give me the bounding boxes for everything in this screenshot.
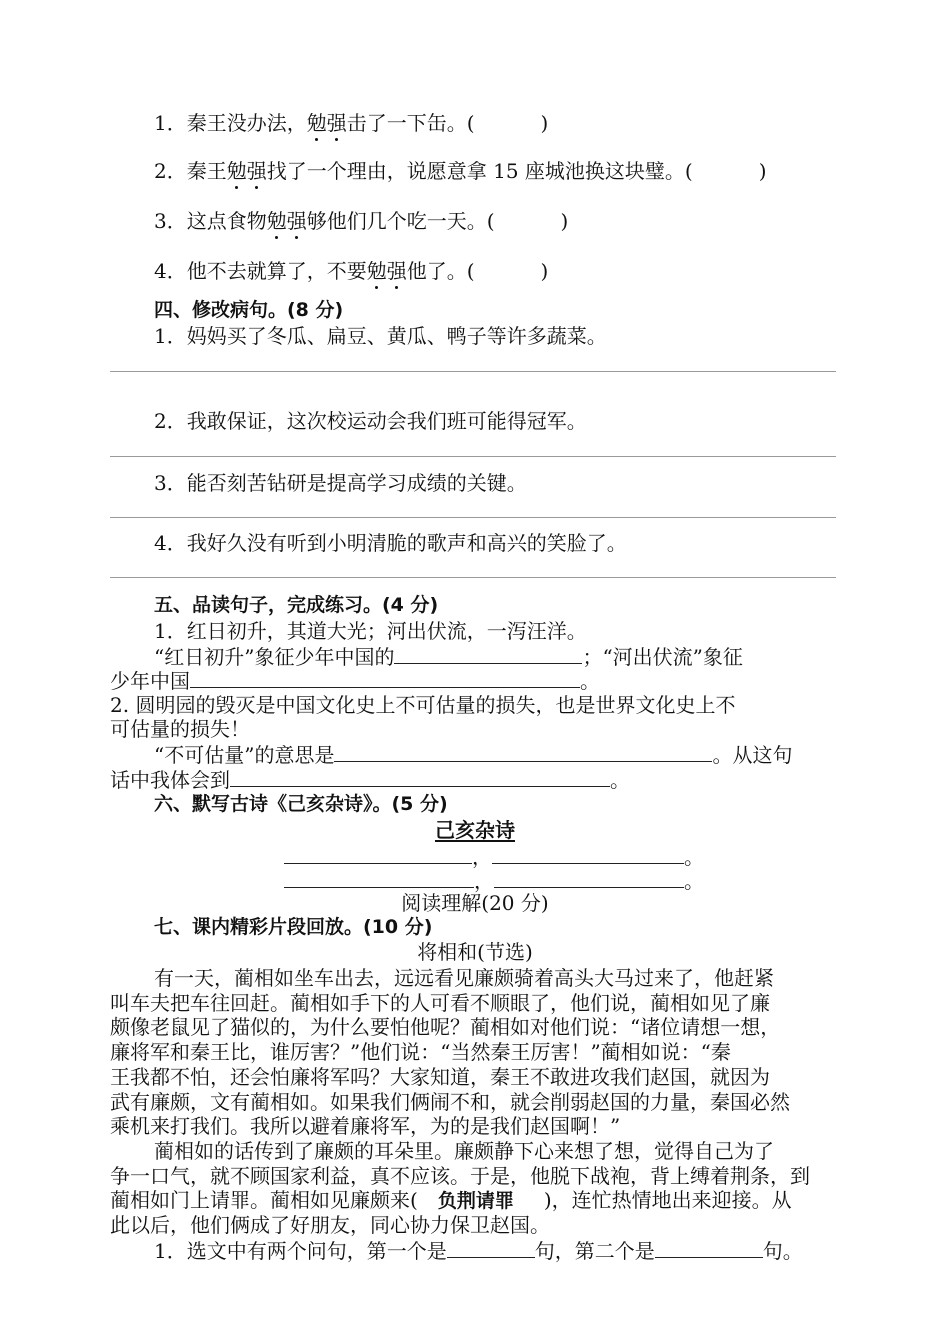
sec5-q2-prompt <box>154 741 792 768</box>
passage-text: )，连忙热情地出来迎接。从 <box>543 1188 792 1212</box>
punct: 。 <box>684 845 704 869</box>
passage-text: 蔺相如门上请罪。蔺相如见廉颇来( <box>110 1188 418 1212</box>
poem-blank[interactable] <box>494 867 684 888</box>
poem-title: 己亥杂诗 <box>435 818 515 842</box>
passage-line: 叫车夫把车往回赶。蔺相如手下的人可看不顺眼了，他们说，蔺相如见了廉 <box>110 991 770 1015</box>
item-text: 这点食物 <box>186 209 267 233</box>
sec7-q1 <box>154 1237 803 1264</box>
dotted-char: 强 <box>386 259 407 283</box>
poem-blank[interactable] <box>492 843 684 864</box>
item-text: 找了一个理由，说愿意拿 15 座城池换这块璧。( <box>266 159 693 183</box>
dotted-char: 勉 <box>306 111 327 135</box>
sec5-q1-prompt-cont <box>110 667 600 694</box>
filled-answer: 负荆请罪 <box>437 1190 514 1212</box>
item-text: 击了一下缶。( <box>346 111 475 135</box>
prompt-text: 句，第二个是 <box>534 1239 655 1263</box>
poem-blank[interactable] <box>284 867 474 888</box>
punct: ， <box>472 845 492 869</box>
answer-blank[interactable] <box>190 667 580 688</box>
sec4-title: 四、修改病句。(8 分) <box>154 299 344 321</box>
item-number: 1． <box>154 111 187 135</box>
paren-close: ) <box>758 159 767 183</box>
sec6-title: 六、默写古诗《己亥杂诗》。(5 分) <box>154 793 448 815</box>
poem-blank[interactable] <box>284 843 472 864</box>
sec4-item-1: 1．妈妈买了冬瓜、扁豆、黄瓜、鸭子等许多蔬菜。 <box>154 324 607 348</box>
dotted-char: 勉 <box>266 209 287 233</box>
prompt-text: 。从这句 <box>712 743 793 767</box>
dotted-char: 勉 <box>366 259 387 283</box>
answer-blank[interactable] <box>230 766 610 787</box>
item-text: 他了。( <box>406 259 475 283</box>
item-number: 2． <box>154 159 187 183</box>
sec3-item-1 <box>154 110 548 136</box>
item-number: 4． <box>154 259 187 283</box>
sec4-item-3: 3．能否刻苦钻研是提高学习成绩的关键。 <box>154 471 527 495</box>
passage-line: 争一口气，就不顾国家利益，真不应该。于是，他脱下战袍，背上缚着荆条，到 <box>110 1164 810 1188</box>
passage-line: 颇像老鼠见了猫似的，为什么要怕他呢？蔺相如对他们说：“诸位请想一想， <box>110 1015 781 1039</box>
item-text: 够他们几个吃一天。( <box>306 209 495 233</box>
prompt-text: 少年中国 <box>110 669 190 693</box>
dotted-char: 强 <box>326 111 347 135</box>
passage-line: 王我都不怕，还会怕廉将军吗？大家知道，秦王不敢进攻我们赵国，就因为 <box>110 1065 770 1089</box>
passage-title: 将相和(节选) <box>417 940 533 964</box>
sec4-item-4: 4．我好久没有听到小明清脆的歌声和高兴的笑脸了。 <box>154 531 627 555</box>
paren-close: ) <box>540 111 549 135</box>
passage-line: 廉将军和秦王比，谁厉害？”他们说：“当然秦王厉害！”蔺相如说：“秦 <box>110 1040 731 1064</box>
prompt-text: 1．选文中有两个问句，第一个是 <box>154 1239 447 1263</box>
sec5-title: 五、品读句子，完成练习。(4 分) <box>154 594 439 616</box>
answer-blank[interactable] <box>394 643 582 664</box>
answer-blank[interactable] <box>334 741 712 762</box>
prompt-text: 句。 <box>762 1239 803 1263</box>
sec4-item-2: 2．我敢保证，这次校运动会我们班可能得冠军。 <box>154 409 587 433</box>
item-number: 3． <box>154 209 187 233</box>
punct: ， <box>474 869 494 893</box>
answer-line[interactable] <box>110 577 836 578</box>
sec3-item-4 <box>154 258 548 284</box>
prompt-text: 。 <box>610 768 630 792</box>
passage-line: 蔺相如的话传到了廉颇的耳朵里。廉颇静下心来想了想，觉得自己为了 <box>154 1139 774 1163</box>
prompt-text: “红日初升”象征少年中国的 <box>154 645 395 669</box>
prompt-text: ；“河出伏流”象征 <box>582 645 743 669</box>
paren-close: ) <box>560 209 569 233</box>
passage-line: 此以后，他们俩成了好朋友，同心协力保卫赵国。 <box>110 1213 550 1237</box>
punct: 。 <box>684 869 704 893</box>
prompt-text: 。 <box>580 669 600 693</box>
prompt-text: “不可估量”的意思是 <box>154 743 335 767</box>
dotted-char: 强 <box>286 209 307 233</box>
answer-line[interactable] <box>110 517 836 518</box>
dotted-char: 勉 <box>226 159 247 183</box>
sec5-q1-prompt <box>154 643 743 670</box>
item-text: 秦王 <box>186 159 227 183</box>
item-text: 秦王没办法， <box>186 111 307 135</box>
sec5-q1-text: 1．红日初升，其道大光；河出伏流，一泻汪洋。 <box>154 619 587 643</box>
answer-blank[interactable] <box>447 1237 535 1258</box>
paren-close: ) <box>540 259 549 283</box>
passage-line: 乘机来打我们。我所以避着廉将军，为的是我们赵国啊！” <box>110 1114 621 1138</box>
poem-line-1 <box>284 843 704 870</box>
dotted-char: 强 <box>246 159 267 183</box>
sec3-item-3 <box>154 208 568 234</box>
passage-line: 武有廉颇，文有蔺相如。如果我们俩闹不和，就会削弱赵国的力量，秦国必然 <box>110 1090 790 1114</box>
sec5-q2-prompt-cont <box>110 766 630 793</box>
passage-line: 有一天，蔺相如坐车出去，远远看见廉颇骑着高头大马过来了，他赶紧 <box>154 966 774 990</box>
sec3-item-2 <box>154 158 767 184</box>
sec5-q2-line2: 可估量的损失！ <box>110 717 250 741</box>
answer-line[interactable] <box>110 456 836 457</box>
answer-blank[interactable] <box>655 1237 763 1258</box>
passage-line-with-fill <box>110 1187 792 1214</box>
prompt-text: 话中我体会到 <box>110 768 230 792</box>
item-text: 他不去就算了，不要 <box>186 259 367 283</box>
sec7-title: 七、课内精彩片段回放。(10 分) <box>154 916 433 938</box>
sec5-q2-line1: 2. 圆明园的毁灭是中国文化史上不可估量的损失，也是世界文化史上不 <box>110 693 736 717</box>
answer-line[interactable] <box>110 371 836 372</box>
reading-header: 阅读理解(20 分) <box>401 891 549 915</box>
